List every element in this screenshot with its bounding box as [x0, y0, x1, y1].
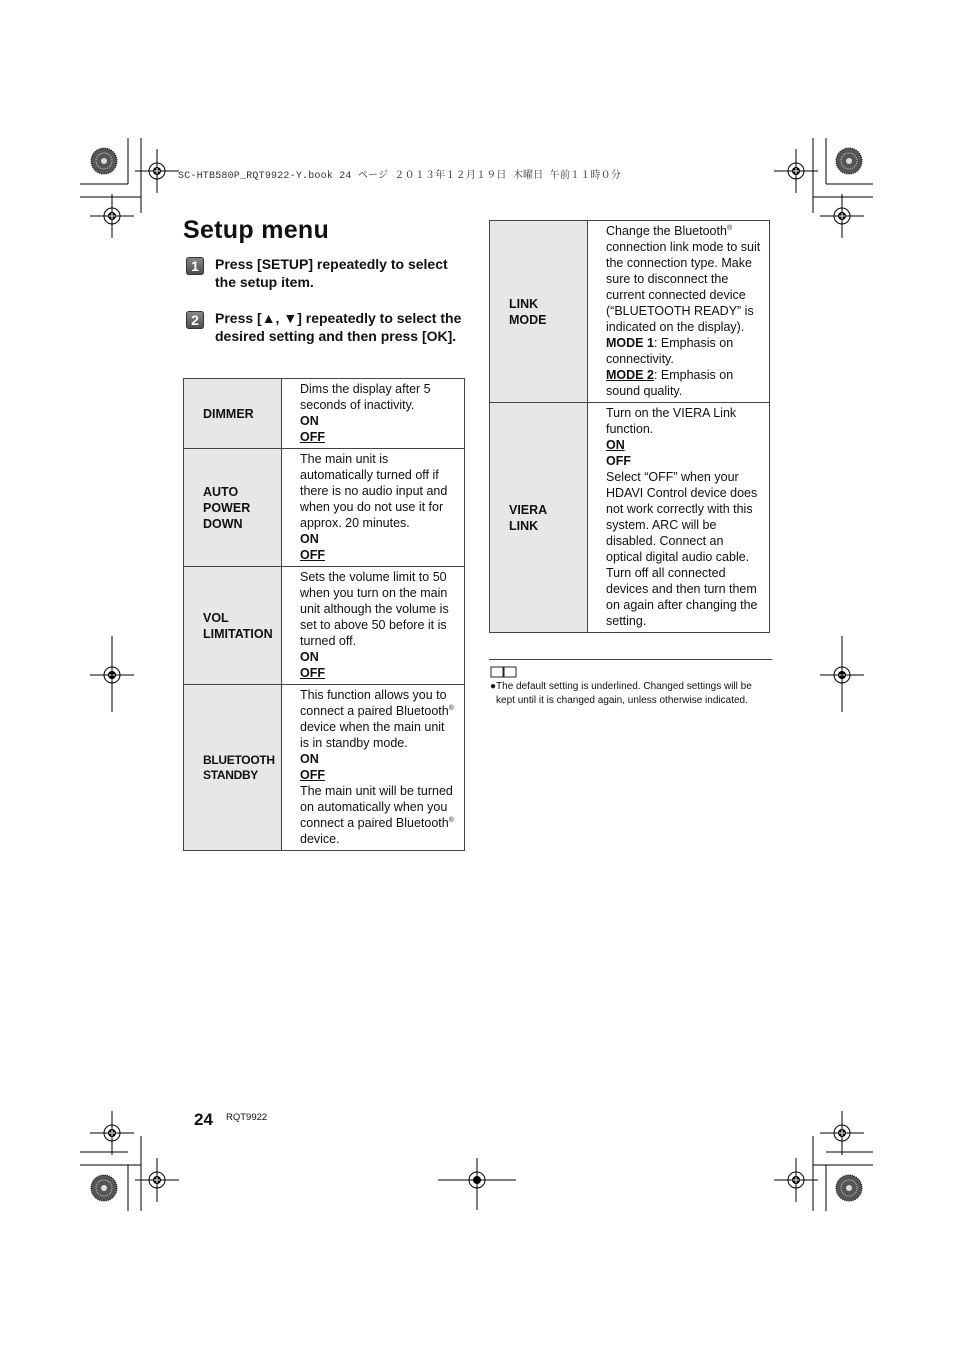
default-option: OFF: [300, 548, 325, 562]
table-row: [184, 567, 465, 685]
corner-mark-top-right: [774, 138, 873, 238]
page-number: 24: [194, 1110, 213, 1129]
setting-label-vol-limitation: VOL LIMITATION: [184, 567, 282, 685]
default-option: OFF: [300, 430, 325, 444]
step-text: Press [SETUP] repeatedly to select the setup item.: [215, 256, 448, 290]
table-row: [184, 449, 465, 567]
note-divider: [489, 659, 772, 660]
document-code: RQT9922: [226, 1112, 268, 1123]
note-book-icon: [490, 665, 518, 679]
step-number-badge: 1: [186, 257, 204, 275]
corner-mark-bottom-right: [774, 1111, 873, 1211]
page-title: Setup menu: [183, 216, 330, 244]
setting-desc-vol-limitation: Sets the volume limit to 50 when you turn on the main unit although the volume is set to above 50 before it is turned off. ON OFF: [282, 567, 465, 685]
setting-label-viera-link: VIERA LINK: [490, 403, 588, 633]
setting-desc-link-mode: Change the Bluetooth® connection link mode to suit the connection type. Make sure to disconnect the current connected device (“BLUETOOTH READY” is indicated on the display). MODE 1: Emphasis on connectivity. MODE 2: Emphasis on sound quality.: [588, 221, 770, 403]
setting-label-dimmer: DIMMER: [184, 379, 282, 449]
table-row: [490, 403, 770, 633]
note-text: ● The default setting is underlined. Changed settings will be kept until it is changed again, unless otherwise indicated.: [490, 681, 752, 706]
setting-desc-viera-link: Turn on the VIERA Link function. ON OFF Select “OFF” when your HDAVI Control device does not work correctly with this system. ARC will be disabled. Connect an optical digital audio cable. Turn off all connected devices and then turn them on again after changing the setting.: [588, 403, 770, 633]
default-option: OFF: [300, 666, 325, 680]
corner-mark-top-left: [80, 138, 179, 238]
side-mark-left: [90, 636, 134, 712]
default-option: ON: [606, 438, 625, 452]
step-2: [186, 310, 466, 345]
setting-desc-auto-power-down: The main unit is automatically turned off if there is no audio input and when you do not use it for approx. 20 minutes. ON OFF: [282, 449, 465, 567]
table-row: [184, 379, 465, 449]
step-number-badge: 2: [186, 311, 204, 329]
bullet-icon: ●: [490, 681, 497, 692]
bottom-center-mark: [438, 1158, 516, 1210]
side-mark-right: [820, 636, 864, 712]
table-row: [490, 221, 770, 403]
step-1: [186, 256, 466, 291]
settings-table-right: [489, 220, 770, 633]
setting-label-bluetooth-standby: BLUETOOTH STANDBY: [184, 685, 282, 851]
corner-mark-bottom-left: [80, 1111, 179, 1211]
step-text: Press [▲, ▼] repeatedly to select the desired setting and then press [OK].: [215, 310, 462, 344]
setting-label-link-mode: LINK MODE: [490, 221, 588, 403]
book-header-line: SC-HTB580P_RQT9922-Y.book 24 ページ ２０１３年１２月１９日 木曜日 午前１１時０分: [178, 171, 622, 182]
default-option: MODE 2: [606, 368, 654, 382]
setting-desc-bluetooth-standby: This function allows you to connect a paired Bluetooth® device when the main unit is in standby mode. ON OFF The main unit will be turned on automatically when you connect a paired Bluetooth® device.: [282, 685, 465, 851]
table-row: [184, 685, 465, 851]
setting-label-auto-power-down: AUTO POWER DOWN: [184, 449, 282, 567]
setting-desc-dimmer: Dims the display after 5 seconds of inactivity. ON OFF: [282, 379, 465, 449]
default-option: OFF: [300, 768, 325, 782]
settings-table-left: [183, 378, 465, 851]
